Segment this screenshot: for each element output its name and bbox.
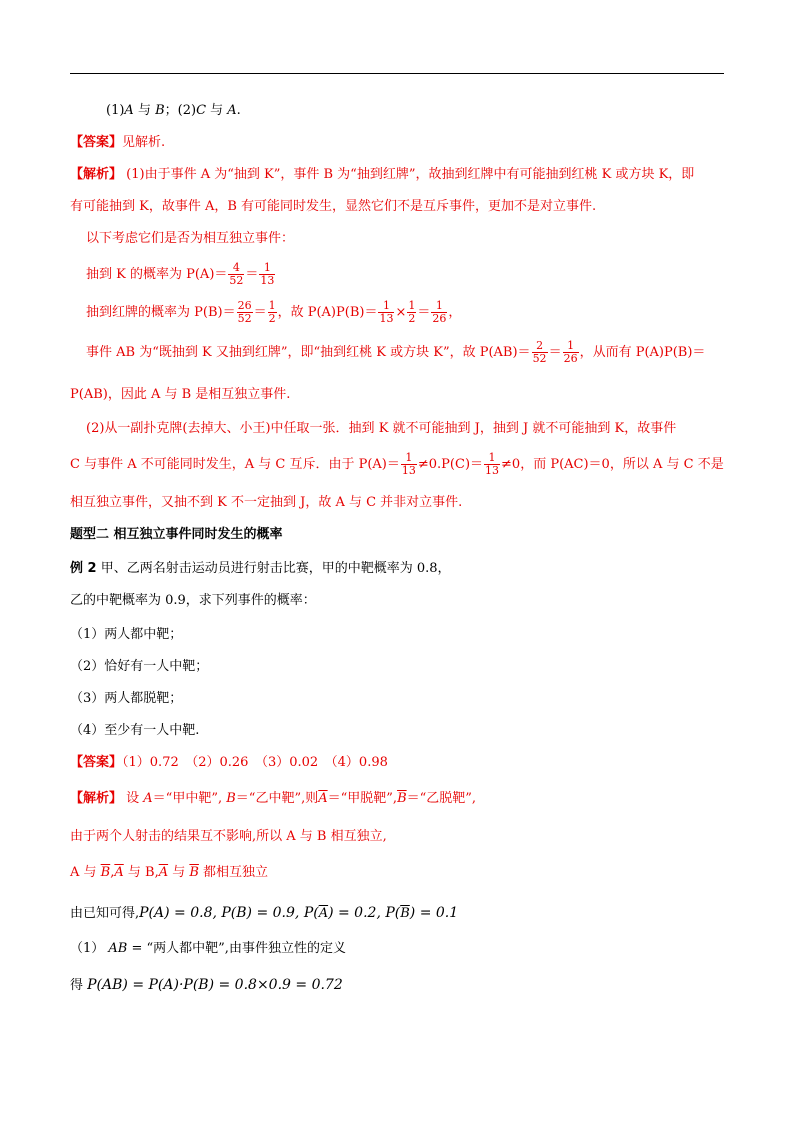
analysis-1-line-5: 抽到红牌的概率为 P(B)＝ $\frac{26}{52}$ ＝ $\frac{1}{2}$ ，故 P(A)P(B)＝ $\frac{1}{13}$ × $\frac{1}{2}$ ＝ $\frac{1}{26}$ ， bbox=[86, 299, 462, 325]
analysis-2-line-2: 由于两个人射击的结果互不影响,所以 A 与 B 相互独立, bbox=[70, 829, 387, 844]
analysis-1-line-10: 相互独立事件，又抽不到 K 不一定抽到 J，故 A 与 C 并非对立事件. bbox=[70, 495, 463, 510]
example-tag: 例 2 bbox=[70, 561, 97, 576]
section-title: 题型二 相互独立事件同时发生的概率 bbox=[70, 527, 283, 542]
fraction: $\frac{4}{52}$ bbox=[229, 261, 244, 287]
fraction: $\frac{1}{26}$ bbox=[432, 299, 447, 325]
answer-tag: 【答案】 bbox=[70, 135, 123, 150]
answer-1: 【答案】见解析. bbox=[70, 135, 166, 150]
fraction: $\frac{1}{2}$ bbox=[268, 299, 276, 325]
analysis-2-line-3: A 与 $\overline{B},\overline{A}$ 与 $B,\overline{A}$ 与 $\overline{B}$ 都相互独立 bbox=[70, 865, 269, 880]
example-2-item-3: （3）两人都脱靶； bbox=[70, 691, 183, 706]
fraction: $\frac{2}{52}$ bbox=[532, 339, 547, 365]
analysis-1-line-9: C 与事件 A 不可能同时发生，A 与 C 互斥．由于 P(A)＝ $\frac{1}{13}$ ≠0.P(C)＝ $\frac{1}{13}$ ≠0，而 P(AC)＝0，所以 A 与 C 不是 bbox=[70, 451, 724, 477]
analysis-tag: 【解析】 bbox=[70, 167, 123, 182]
question-line: (1)A 与 B；(2)C 与 A. bbox=[106, 103, 241, 118]
analysis-tag: 【解析】 bbox=[70, 791, 123, 806]
fraction: $\frac{1}{13}$ bbox=[379, 299, 394, 325]
analysis-1-line-3: 以下考虑它们是否为相互独立事件： bbox=[86, 231, 295, 246]
analysis-1-line-2: 有可能抽到 K，故事件 A，B 有可能同时发生，显然它们不是互斥事件，更加不是对立事件. bbox=[70, 199, 597, 214]
analysis-1-line-8: (2)从一副扑克牌(去掉大、小王)中任取一张．抽到 K 就不可能抽到 J，抽到 J 就不可能抽到 K，故事件 bbox=[86, 421, 677, 436]
fraction: $\frac{1}{26}$ bbox=[563, 339, 578, 365]
analysis-1-line-6: 事件 AB 为“既抽到 K 又抽到红牌”，即“抽到红桃 K 或方块 K”，故 P(AB)＝ $\frac{2}{52}$ ＝ $\frac{1}{26}$ ，从而有 P(A)P(B)＝ bbox=[86, 339, 706, 365]
answer-tag: 【答案】 bbox=[70, 755, 123, 770]
example-2-line-2: 乙的中靶概率为 0.9，求下列事件的概率： bbox=[70, 593, 316, 608]
fraction: $\frac{1}{2}$ bbox=[408, 299, 416, 325]
example-2-line-1: 例 2 甲、乙两名射击运动员进行射击比赛，甲的中靶概率为 0.8， bbox=[70, 561, 451, 576]
analysis-2-line-5: （1） AB = “两人都中靶”,由事件独立性的定义 bbox=[70, 941, 346, 956]
fraction: $\frac{1}{13}$ bbox=[401, 451, 416, 477]
answer-2: 【答案】（1）0.72 （2）0.26 （3）0.02 （4）0.98 bbox=[70, 755, 388, 770]
fraction: $\frac{1}{13}$ bbox=[260, 261, 275, 287]
fraction: $\frac{1}{13}$ bbox=[485, 451, 500, 477]
analysis-2-line-4: 由已知可得,P(A) = 0.8, P(B) = 0.9, $P(\overline{A}) = 0.2$, $P(\overline{B}) = 0.1$ bbox=[70, 905, 459, 921]
analysis-1-line-4: 抽到 K 的概率为 P(A)＝ $\frac{4}{52}$ ＝ $\frac{1}{13}$ bbox=[86, 261, 275, 287]
example-2-item-1: （1）两人都中靶； bbox=[70, 627, 183, 642]
example-2-item-2: （2）恰好有一人中靶； bbox=[70, 659, 209, 674]
analysis-2-line-1: 【解析】 设 A＝“甲中靶”, B＝“乙中靶”,则$\overline{A}=“$甲脱靶$”,\overline{B}=“$乙脱靶”, bbox=[70, 791, 477, 806]
analysis-2-line-6: 得 P(AB) = P(A)·P(B) = 0.8×0.9 = 0.72 bbox=[70, 977, 343, 993]
fraction: $\frac{26}{52}$ bbox=[237, 299, 252, 325]
analysis-1-line-7: P(AB)，因此 A 与 B 是相互独立事件. bbox=[70, 387, 291, 402]
example-2-item-4: （4）至少有一人中靶. bbox=[70, 723, 200, 738]
overline-a: $\overline{A}$ bbox=[318, 791, 328, 806]
overline-b: $\overline{B}$ bbox=[397, 791, 407, 806]
analysis-1-line-1: 【解析】 (1)由于事件 A 为“抽到 K”，事件 B 为“抽到红牌”，故抽到红牌中有可能抽到红桃 K 或方块 K，即 bbox=[70, 167, 695, 182]
header-rule bbox=[70, 73, 724, 74]
